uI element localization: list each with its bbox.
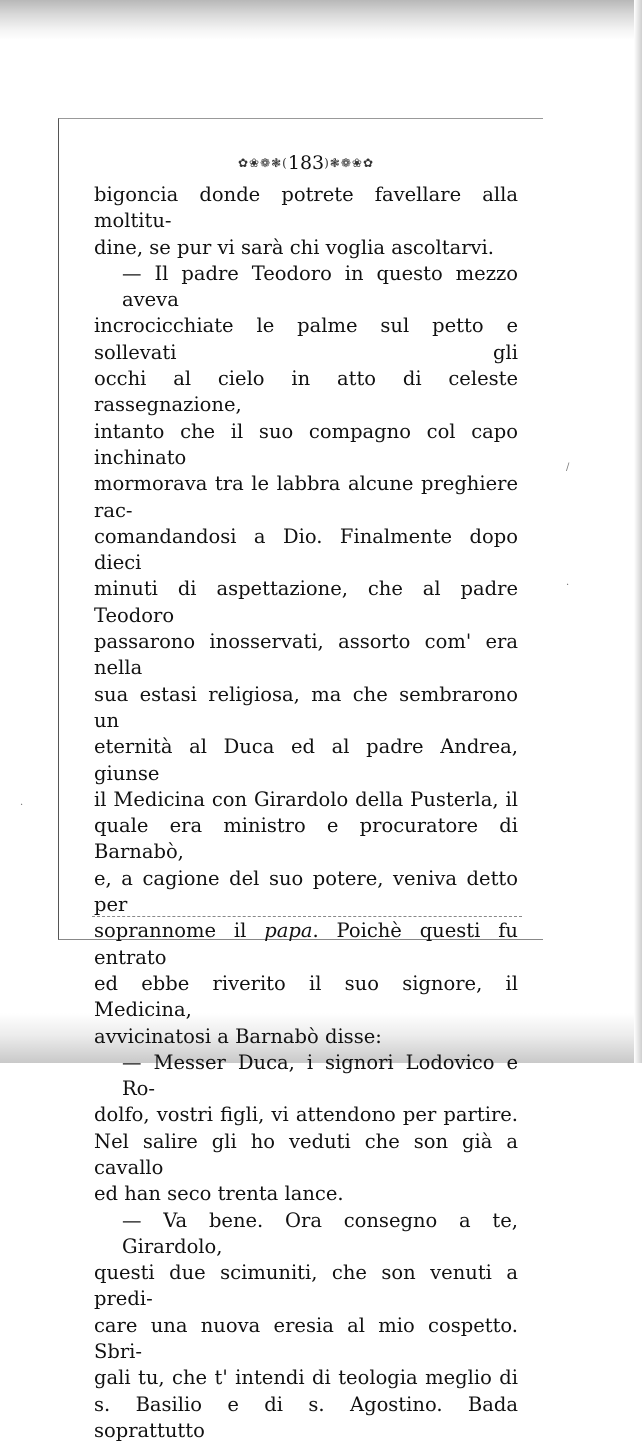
- text-line: incrocicchiate le palme sul petto e sollevati gli: [94, 314, 518, 364]
- text-line: — Il padre Teodoro in questo mezzo aveva: [122, 261, 518, 312]
- text-line: passarono inosservati, assorto com' era nella: [94, 630, 518, 680]
- text-line: dine, se pur vi sarà chi voglia ascoltarvi.: [94, 235, 494, 259]
- scan-top-shadow: [0, 0, 642, 40]
- scan-speck: ·: [566, 580, 570, 591]
- ornament-left-icon: ✿❀❁❃(: [237, 156, 288, 170]
- page-header: [92, 151, 520, 175]
- text-line: minuti di aspettazione, che al padre Teodoro: [94, 577, 518, 627]
- scan-right-edge: [634, 0, 642, 1063]
- text-line: e, a cagione del suo potere, veniva detto per: [94, 866, 518, 917]
- text-line: soprannome il papa. Poichè questi fu entrato: [94, 919, 518, 969]
- text-line: questi due scimuniti, che son venuti a predi-: [94, 1261, 518, 1311]
- text-line: sua estasi religiosa, ma che sembrarono un: [94, 682, 518, 732]
- text-line: dolfo, vostri figli, vi attendono per partire.: [94, 1103, 518, 1127]
- text-line: Nel salire gli ho veduti che son già a cavallo: [94, 1129, 518, 1179]
- body-text: [94, 182, 518, 1444]
- text-line: mormorava tra le labbra alcune preghiere rac-: [94, 472, 518, 522]
- text-line: ed ebbe riverito il suo signore, il Medicina,: [94, 971, 518, 1022]
- text-line: il Medicina con Girardolo della Pusterla, il: [94, 787, 518, 811]
- text-line: intanto che il suo compagno col capo inchinato: [94, 419, 518, 469]
- page-number: 183: [287, 152, 325, 174]
- text-line: occhi al cielo in atto di celeste rassegnazione,: [94, 367, 518, 417]
- italic-word: papa: [264, 919, 313, 943]
- text-line: quale era ministro e procuratore di Barnabò,: [94, 814, 518, 864]
- scan-speck: ·: [20, 800, 24, 811]
- ornament-right-icon: )❃❁❀✿: [324, 156, 375, 170]
- text-line: eternità al Duca ed al padre Andrea, giunse: [94, 735, 518, 785]
- scan-speck: /: [566, 462, 570, 473]
- text-line: ed han seco trenta lance.: [94, 1182, 344, 1206]
- text-line: gali tu, che t' intendi di teologia meglio di: [94, 1366, 518, 1390]
- text-line: avvicinatosi a Barnabò disse:: [94, 1024, 382, 1048]
- text-line: care una nuova eresia al mio cospetto. Sbri-: [94, 1313, 518, 1364]
- text-line: bigoncia donde potrete favellare alla moltitu-: [94, 183, 518, 233]
- text-line: comandandosi a Dio. Finalmente dopo dieci: [94, 524, 518, 575]
- text-line: s. Basilio e di s. Agostino. Bada soprattutto: [94, 1392, 518, 1442]
- text-line: — Messer Duca, i signori Lodovico e Ro-: [122, 1050, 518, 1101]
- text-line: — Va bene. Ora consegno a te, Girardolo,: [122, 1208, 518, 1258]
